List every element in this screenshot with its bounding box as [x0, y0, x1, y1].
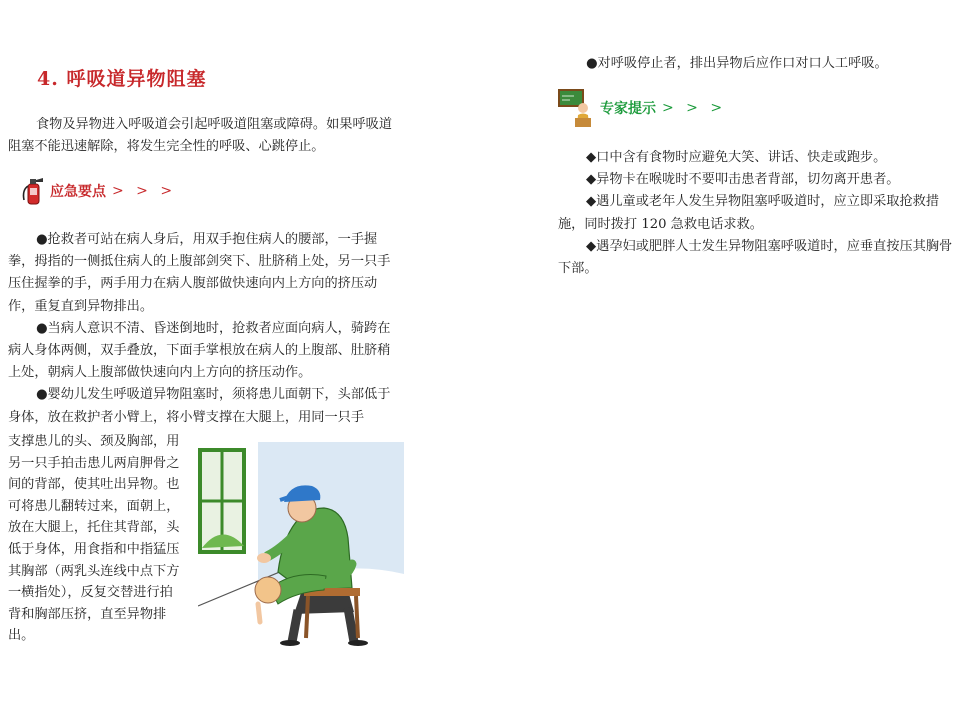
fire-extinguisher-icon — [20, 176, 46, 206]
emergency-heading-arrows: > > > — [112, 183, 177, 199]
expert-heading — [558, 88, 726, 128]
expert-tip: ◆口中含有食物时应避免大笑、讲话、快走或跑步。 — [586, 150, 887, 165]
expert-tip: ◆遇儿童或老年人发生异物阻塞呼吸道时，应立即采取抢救措施，同时拨打 120 急救电话求救。 — [558, 194, 940, 232]
infant-procedure-text: 支撑患儿的头、颈及胸部，用另一只手拍击患儿两肩胛骨之间的背部，使其吐出异物。也可将患儿翻转过来，面朝上，放在大腿上，托住其背部，头低于身体，用食指和中指猛压其胸部（两乳头连线中点下方一横指处），反复交替进行拍背和胸部压挤，直至异物排出。 — [8, 434, 180, 644]
expert-heading-label: 专家提示 — [600, 101, 656, 117]
emergency-point: ●抢救者可站在病人身后，用双手抱住病人的腰部，一手握拳，拇指的一侧抵住病人的上腹部剑突下、肚脐稍上处，另一只手压住握拳的手，两手用力在病人腹部做快速向内上方向的挤压动作，重复直到异物排出。 — [8, 232, 391, 314]
emergency-point: ●婴幼儿发生呼吸道异物阻塞时，须将患儿面朝下，头部低于身体，放在救护者小臂上，将小臂支撑在大腿上，用同一只手 — [8, 387, 391, 425]
emergency-point: ●当病人意识不清、昏迷倒地时，抢救者应面向病人，骑跨在病人身体两侧，双手叠放，下面手掌根放在病人的上腹部、肚脐稍上处，朝病人上腹部做快速向内上方向的挤压动作。 — [8, 320, 391, 381]
emergency-points — [8, 229, 403, 429]
emergency-heading — [20, 176, 176, 206]
breathing-note: ●对呼吸停止者，排出异物后应作口对口人工呼吸。 — [586, 56, 888, 71]
expert-tip: ◆异物卡在喉咙时不要叩击患者背部，切勿离开患者。 — [586, 172, 900, 188]
chalkboard-teacher-icon — [558, 88, 596, 128]
intro-paragraph: 食物及异物进入呼吸道会引起呼吸道阻塞或障碍。如果呼吸道阻塞不能迅速解除，将发生完全性的呼吸、心跳停止。 — [8, 117, 393, 155]
infant-rescue-illustration — [198, 438, 404, 646]
expert-tip: ◆遇孕妇或肥胖人士发生异物阻塞呼吸道时，应垂直按压其胸骨下部。 — [558, 238, 953, 277]
emergency-heading-label: 应急要点 — [50, 184, 106, 200]
expert-heading-arrows: > > > — [662, 100, 727, 116]
section-title: 4. 呼吸道异物阻塞 — [37, 68, 207, 90]
expert-tips — [558, 147, 956, 280]
